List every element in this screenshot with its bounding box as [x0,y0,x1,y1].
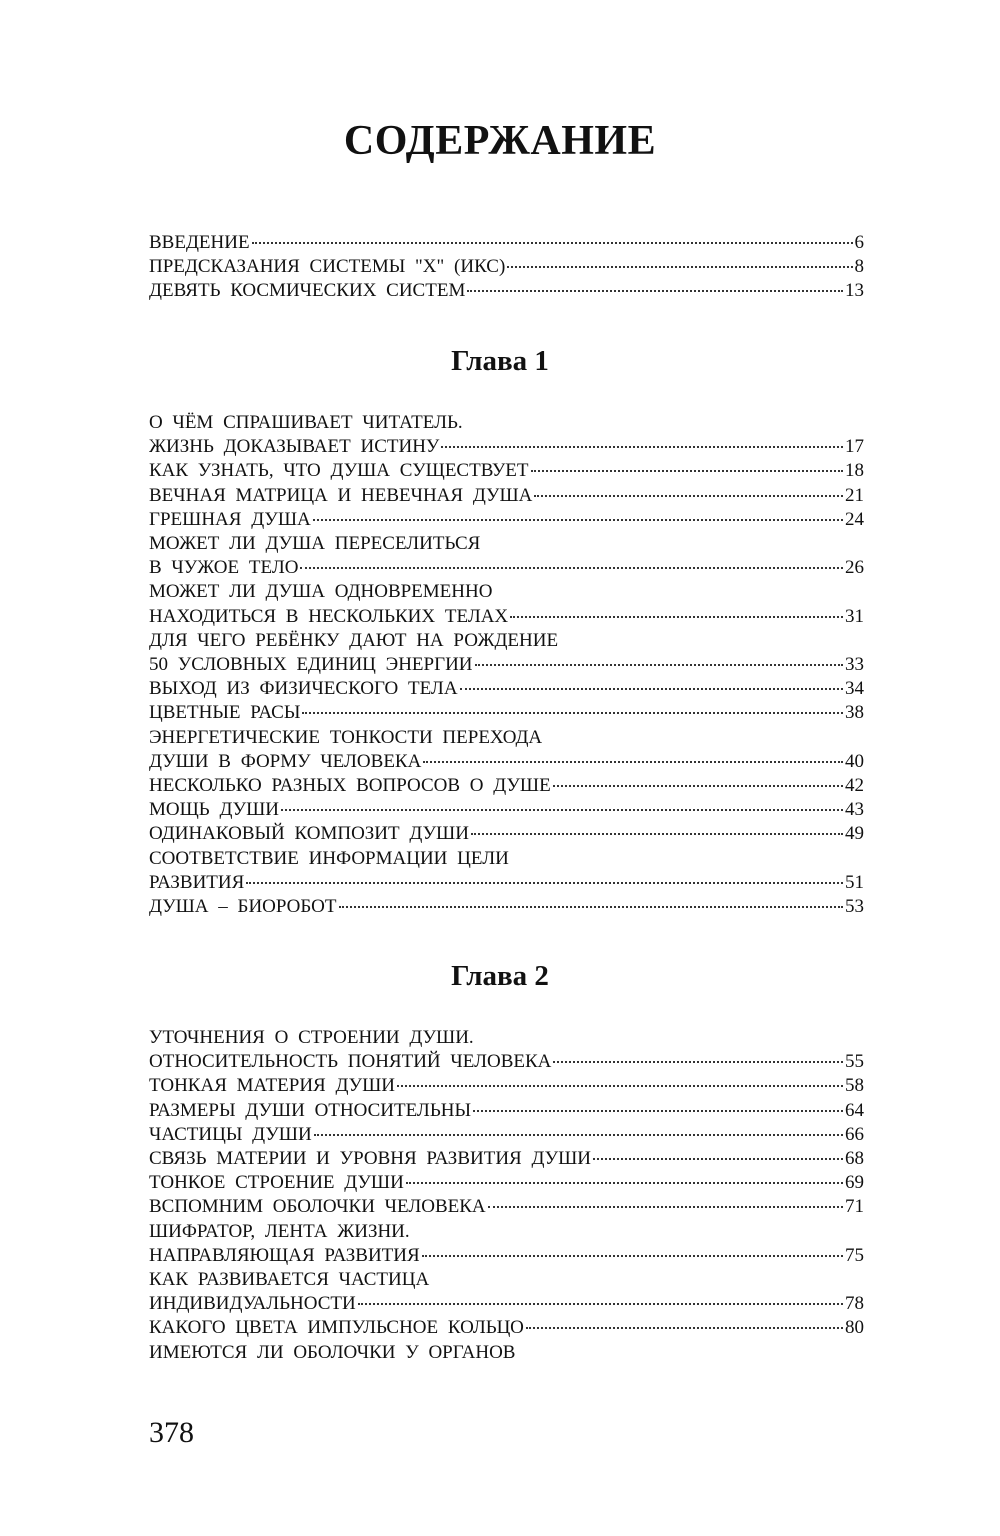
toc-page-number: 71 [845,1196,864,1218]
toc-entry[interactable] [149,1074,864,1098]
dot-leader [397,1085,843,1087]
toc-page-number: 78 [845,1293,864,1315]
toc-page-number: 34 [845,678,864,700]
toc-entry-line [149,231,864,255]
toc-entry[interactable] [149,580,864,628]
toc-entry-line [149,1220,864,1244]
toc-entry-line [149,1171,864,1195]
toc-entry-title: УТОЧНЕНИЯ О СТРОЕНИИ ДУШИ. [149,1027,474,1048]
toc-entry-line [149,726,864,750]
toc-entry-title: ВВЕДЕНИЕ [149,232,250,253]
toc-entry-title: ВСПОМНИМ ОБОЛОЧКИ ЧЕЛОВЕКА [149,1196,486,1218]
toc-entry-title: ДУША – БИОРОБОТ [149,896,337,918]
toc-page-number: 69 [845,1172,864,1194]
toc-page-number: 49 [845,823,864,845]
dot-leader [510,616,843,618]
chapter-2-heading: Глава 2 [451,960,549,992]
toc-entry[interactable] [149,774,864,798]
toc-entry-line [149,1026,864,1050]
toc-entry[interactable] [149,1147,864,1171]
toc-page-number: 26 [845,557,864,579]
toc-chapter-1-list [149,411,864,919]
toc-entry-title: КАК РАЗВИВАЕТСЯ ЧАСТИЦА [149,1269,430,1291]
toc-entry-title: СВЯЗЬ МАТЕРИИ И УРОВНЯ РАЗВИТИЯ ДУШИ [149,1148,592,1170]
toc-entry-title: ИМЕЮТСЯ ЛИ ОБОЛОЧКИ У ОРГАНОВ [149,1341,516,1363]
page-title: СОДЕРЖАНИЕ [343,118,657,164]
toc-entry-title: О ЧЁМ СПРАШИВАЕТ ЧИТАТЕЛЬ. [149,412,463,433]
toc-entry-line [149,508,864,532]
toc-entry[interactable] [149,677,864,701]
toc-entry-line [149,1074,864,1098]
toc-page-number: 80 [845,1317,864,1339]
toc-entry-title: НАХОДИТЬСЯ В НЕСКОЛЬКИХ ТЕЛАХ [149,605,509,627]
toc-entry-line [149,750,864,774]
toc-entry[interactable] [149,895,864,919]
toc-entry-line [149,279,864,303]
toc-entry[interactable] [149,231,864,255]
page-number: 378 [149,1416,194,1449]
toc-entry-title: 50 УСЛОВНЫХ ЕДИНИЦ ЭНЕРГИИ [149,654,473,676]
toc-entry-line [149,1147,864,1171]
toc-entry-line [149,580,864,604]
dot-leader [593,1158,843,1160]
toc-entry-title: ДУШИ В ФОРМУ ЧЕЛОВЕКА [149,750,422,772]
toc-entry-line [149,411,864,435]
toc-entry-title: ГРЕШНАЯ ДУША [149,508,311,530]
toc-page-number: 58 [845,1075,864,1097]
dot-leader [460,688,843,690]
toc-entry[interactable] [149,1171,864,1195]
dot-leader [553,785,843,787]
toc-entry-title: НАПРАВЛЯЮЩАЯ РАЗВИТИЯ [149,1244,420,1266]
toc-entry[interactable] [149,255,864,279]
toc-entry-title: РАЗВИТИЯ [149,871,245,893]
toc-entry-title: ЦВЕТНЫЕ РАСЫ [149,702,301,724]
toc-entry-line [149,1123,864,1147]
toc-page-number: 31 [845,605,864,627]
toc-page-number: 38 [845,702,864,724]
toc-entry-line [149,1050,864,1074]
dot-leader [488,1206,843,1208]
toc-entry-title: В ЧУЖОЕ ТЕЛО [149,557,299,579]
toc-entry-line [149,1268,864,1292]
toc-entry-title: КАКОГО ЦВЕТА ИМПУЛЬСНОЕ КОЛЬЦО [149,1317,524,1339]
toc-entry-line [149,1244,864,1268]
toc-entry[interactable] [149,1316,864,1340]
toc-entry[interactable] [149,1195,864,1219]
toc-entry-title: ЭНЕРГЕТИЧЕСКИЕ ТОНКОСТИ ПЕРЕХОДА [149,726,543,748]
toc-entry-line [149,435,864,459]
toc-entry-title: МОЖЕТ ЛИ ДУША ПЕРЕСЕЛИТЬСЯ [149,533,481,555]
toc-entry[interactable] [149,1026,864,1074]
toc-page-number: 17 [845,436,864,458]
dot-leader [302,712,843,714]
toc-page-number: 18 [845,460,864,482]
toc-page-number: 64 [845,1099,864,1121]
toc-page-number: 40 [845,750,864,772]
dot-leader [534,495,843,497]
toc-page-number: 66 [845,1123,864,1145]
dot-leader [246,882,843,884]
dot-leader [467,290,843,292]
toc-entry-line [149,895,864,919]
toc-entry-title: ДЛЯ ЧЕГО РЕБЁНКУ ДАЮТ НА РОЖДЕНИЕ [149,629,559,651]
toc-entry-line [149,774,864,798]
toc-entry-title: ВЕЧНАЯ МАТРИЦА И НЕВЕЧНАЯ ДУША [149,484,533,506]
toc-page-number: 24 [845,508,864,530]
toc-page-number: 8 [854,256,864,278]
toc-entry-title: ШИФРАТОР, ЛЕНТА ЖИЗНИ. [149,1220,410,1242]
toc-page-number: 68 [845,1148,864,1170]
toc-entry[interactable] [149,279,864,303]
toc-entry-line [149,1316,864,1340]
toc-entry-line [149,847,864,871]
dot-leader [406,1182,843,1184]
toc-entry[interactable] [149,822,864,846]
toc-entry[interactable] [149,411,864,459]
toc-entry-line [149,629,864,653]
toc-entry[interactable] [149,726,864,774]
toc-entry-title: ЖИЗНЬ ДОКАЗЫВАЕТ ИСТИНУ [149,436,440,458]
toc-entry-title: ВЫХОД ИЗ ФИЗИЧЕСКОГО ТЕЛА [149,678,458,700]
toc-page-number: 6 [854,232,864,253]
toc-entry-title: ИНДИВИДУАЛЬНОСТИ [149,1293,356,1315]
toc-entry-title: ДЕВЯТЬ КОСМИЧЕСКИХ СИСТЕМ [149,280,466,302]
toc-entry-line [149,556,864,580]
toc-entry-line [149,605,864,629]
toc-entry[interactable] [149,484,864,508]
dot-leader [339,906,843,908]
toc-entry-title: ОТНОСИТЕЛЬНОСТЬ ПОНЯТИЙ ЧЕЛОВЕКА [149,1051,552,1073]
dot-leader [531,470,843,472]
toc-page-number: 53 [845,896,864,918]
dot-leader [507,266,852,268]
toc-entry[interactable] [149,1268,864,1316]
toc-entry-title: ПРЕДСКАЗАНИЯ СИСТЕМЫ "X" (ИКС) [149,256,506,278]
toc-entry-line [149,459,864,483]
toc-entry-title: НЕСКОЛЬКО РАЗНЫХ ВОПРОСОВ О ДУШЕ [149,775,551,797]
dot-leader [252,242,853,244]
toc-entry-title: СООТВЕТСТВИЕ ИНФОРМАЦИИ ЦЕЛИ [149,847,509,869]
toc-entry-title: ОДИНАКОВЫЙ КОМПОЗИТ ДУШИ [149,823,469,845]
dot-leader [473,1110,843,1112]
toc-page-number: 55 [845,1051,864,1073]
toc-entry[interactable] [149,1099,864,1123]
toc-page-number: 43 [845,799,864,821]
dot-leader [314,1134,843,1136]
dot-leader [553,1061,843,1063]
toc-page-number: 13 [845,280,864,302]
dot-leader [441,446,843,448]
toc-entry-line [149,1099,864,1123]
dot-leader [422,1255,843,1257]
toc-intro-list [149,231,864,304]
dot-leader [526,1327,843,1329]
toc-entry[interactable] [149,1220,864,1268]
toc-entry-line [149,1341,864,1365]
dot-leader [423,761,843,763]
dot-leader [358,1303,843,1305]
dot-leader [300,567,843,569]
toc-entry[interactable] [149,798,864,822]
toc-entry[interactable] [149,1123,864,1147]
toc-entry[interactable] [149,629,864,677]
toc-entry-line [149,701,864,725]
dot-leader [281,809,843,811]
toc-entry[interactable] [149,701,864,725]
dot-leader [313,519,843,521]
toc-entry-line [149,1292,864,1316]
toc-page-number: 21 [845,484,864,506]
toc-chapter-2-list [149,1026,864,1365]
toc-entry-line [149,1195,864,1219]
toc-entry-line [149,871,864,895]
toc-entry-title: ТОНКАЯ МАТЕРИЯ ДУШИ [149,1075,396,1097]
toc-page-number: 51 [845,871,864,893]
toc-entry-line [149,255,864,279]
toc-page-number: 75 [845,1244,864,1266]
toc-page-number: 42 [845,775,864,797]
toc-entry-title: РАЗМЕРЫ ДУШИ ОТНОСИТЕЛЬНЫ [149,1099,472,1121]
dot-leader [471,833,843,835]
toc-entry[interactable] [149,847,864,895]
toc-entry-line [149,822,864,846]
toc-entry[interactable] [149,508,864,532]
toc-entry[interactable] [149,459,864,483]
toc-entry-title: МОЩЬ ДУШИ [149,799,279,821]
toc-entry-line [149,653,864,677]
toc-entry-line [149,484,864,508]
toc-page-number: 33 [845,654,864,676]
toc-entry-line [149,798,864,822]
toc-entry[interactable] [149,1341,864,1365]
toc-entry[interactable] [149,532,864,580]
toc-entry-title: КАК УЗНАТЬ, ЧТО ДУША СУЩЕСТВУЕТ [149,460,529,482]
toc-entry-title: МОЖЕТ ЛИ ДУША ОДНОВРЕМЕННО [149,581,493,603]
chapter-1-heading: Глава 1 [451,345,549,377]
toc-entry-line [149,532,864,556]
toc-entry-title: ТОНКОЕ СТРОЕНИЕ ДУШИ [149,1172,404,1194]
dot-leader [475,664,843,666]
toc-entry-line [149,677,864,701]
toc-entry-title: ЧАСТИЦЫ ДУШИ [149,1123,312,1145]
